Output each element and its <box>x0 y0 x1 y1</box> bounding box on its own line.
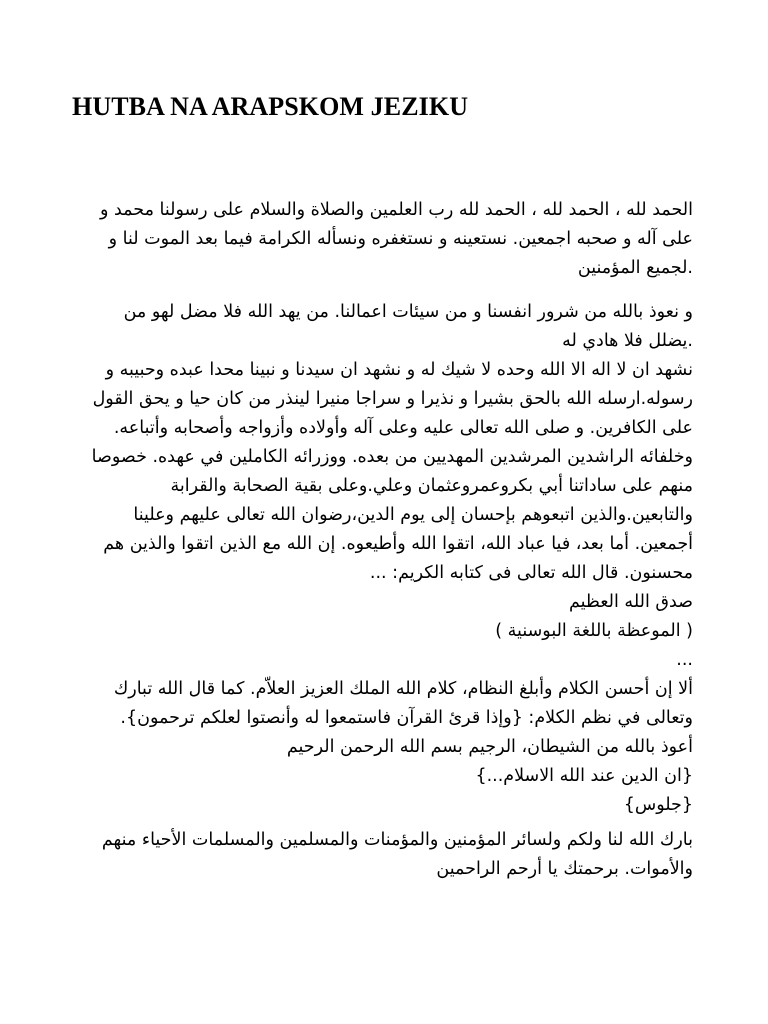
paragraph-testimony-and-sermon <box>63 356 693 820</box>
text-line: على آله و صحبه اجمعين. نستعينه و نستغفره ونسأله الكرامة فيما بعد الموت لنا و <box>108 229 693 249</box>
text-line: نشهد ان لا اله الا الله وحده لا شيك له و نشهد ان سيدنا و نبينا محدا عبده وحبيبه و <box>105 360 693 380</box>
text-line: صدق الله العظيم <box>568 592 693 612</box>
text-line: و نعوذ بالله من شرور انفسنا و من سيئات اعمالنا. من يهد الله فلا مضل لهو من <box>123 302 693 322</box>
text-line: ... <box>676 650 693 670</box>
text-line: ( الموعظة باللغة البوسنية ) <box>495 621 693 641</box>
text-line: والأموات. برحمتك يا أرحم الراحمين <box>436 859 693 879</box>
text-line: .لجميع المؤمنين <box>577 258 693 278</box>
text-line: بارك الله لنا ولكم ولسائر المؤمنين والمؤمنات والمسلمين والمسلمات الأحياء منهم <box>101 830 693 850</box>
text-line: .يضلل فلا هادي له <box>562 331 693 351</box>
text-line: {جلوس} <box>623 795 693 815</box>
text-line: محسنون. قال الله تعالى فى كتابه الكريم: ... <box>369 563 693 583</box>
paragraph-closing-blessing <box>63 826 693 884</box>
text-line: أعوذ بالله من الشيطان، الرجيم بسم الله الرحمن الرحيم <box>286 737 693 757</box>
paragraph-seeking-refuge <box>63 298 693 356</box>
text-line: وخلفائه الراشدين المرشدين المهديين من بعده. ووزرائه الكاملين في عهده. خصوصا <box>91 447 693 467</box>
text-line: {ان الدين عند الله الاسلام...} <box>475 766 693 786</box>
text-line: والتابعين.والذين اتبعوهم بإحسان إلى يوم الدين،رضوان الله تعالى عليهم وعلينا <box>133 505 693 525</box>
text-line: الحمد لله ، الحمد لله ، الحمد لله رب العلمين والصلاة والسلام على رسولنا محمد و <box>99 200 693 220</box>
text-line: أجمعين. أما بعد، فيا عباد الله، اتقوا الله وأطيعوه. إن الله مع الذين اتقوا والذين هم <box>103 534 693 554</box>
text-line: منهم على ساداتنا أبي بكروعمروعثمان وعلي.وعلى بقية الصحابة والقرابة <box>170 476 693 496</box>
text-line: رسوله.ارسله الله بالحق بشيرا و نذيرا و سراجا منيرا لينذر من كان حيا و يحق القول <box>92 389 693 409</box>
text-line: على الكافرين. و صلى الله تعالى عليه وعلى آله وأولاده وأزواجه وأصحابه وأتباعه. <box>113 418 693 438</box>
text-line: ألا إن أحسن الكلام وأبلغ النظام، كلام الله الملك العزيز العلاّم. كما قال الله تبارك <box>113 679 693 699</box>
paragraph-opening-praise <box>63 196 693 283</box>
text-line: وتعالى في نظم الكلام: {وإذا قرئ القرآن فاستمعوا له وأنصتوا لعلكم ترحمون}. <box>120 708 693 728</box>
document-title: HUTBA NA ARAPSKOM JEZIKU <box>72 92 469 121</box>
